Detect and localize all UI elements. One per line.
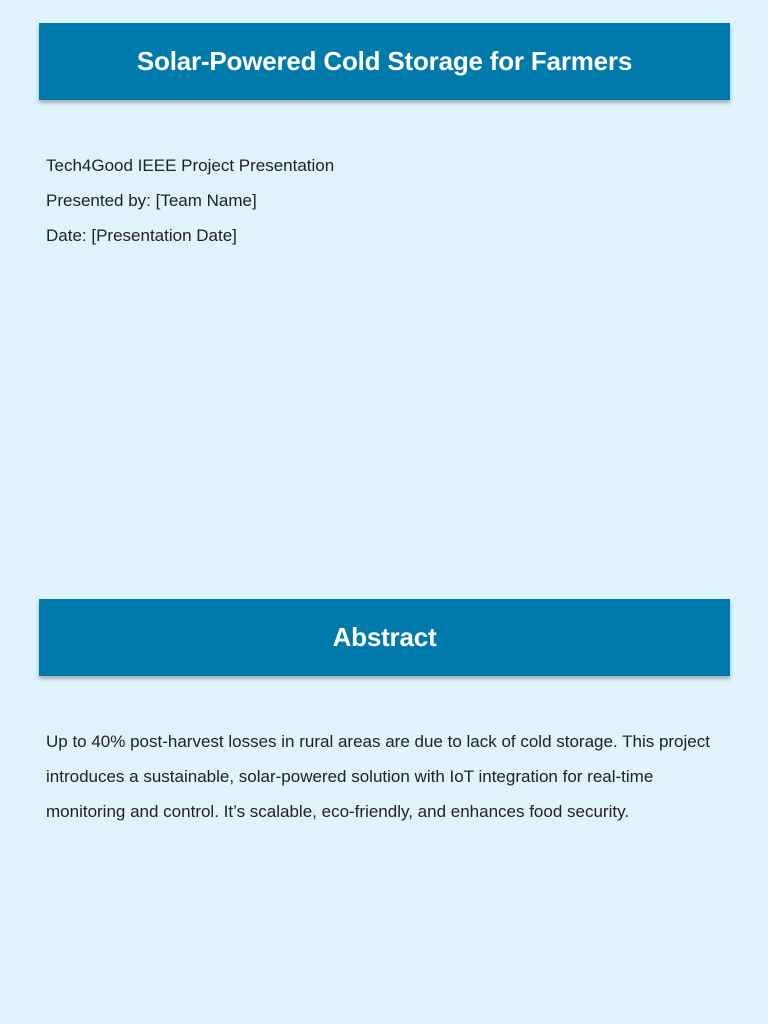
title-info-list [46,153,334,258]
presenter-line: Presented by: [Team Name] [46,191,257,210]
abstract-body: Up to 40% post-harvest losses in rural areas are due to lack of cold storage. This project introduces a sustainable, solar-powered solution with IoT integration for real-time monitoring and control. It’s scalable, eco-friendly, and enhances food security. [46,732,710,821]
event-line: Tech4Good IEEE Project Presentation [46,156,335,175]
presentation-title: Solar-Powered Cold Storage for Farmers [136,46,633,76]
title-header-bar [39,23,730,100]
abstract-header-bar [39,599,730,676]
abstract-heading: Abstract [332,622,437,652]
date-line: Date: [Presentation Date] [46,226,237,245]
